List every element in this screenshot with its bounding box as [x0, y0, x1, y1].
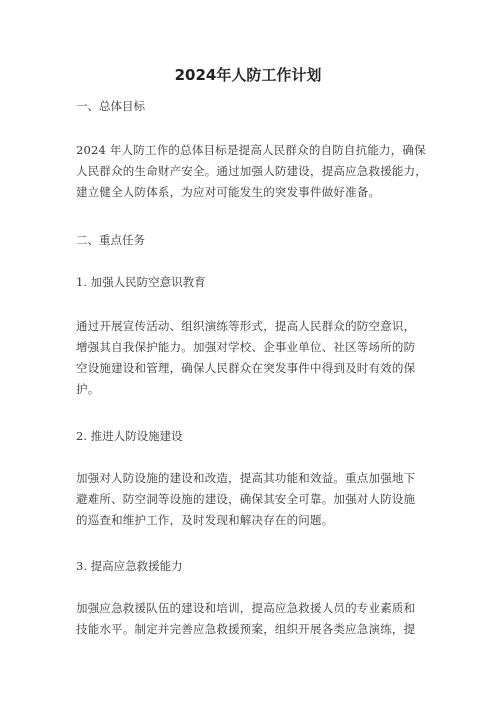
- section-heading-key-tasks: 二、重点任务: [76, 233, 145, 247]
- paragraph-facilities: [76, 468, 436, 531]
- paragraph-awareness: [76, 316, 436, 400]
- paragraph-line: 人民群众的生命财产安全。通过加强人防建设，提高应急救援能力，: [76, 164, 427, 178]
- paragraph-line: 加强应急救援队伍的建设和培训，提高应急救援人员的专业素质和: [76, 601, 416, 615]
- paragraph-line: 空设施建设和管理，确保人民群众在突发事件中得到及时有效的保: [76, 361, 416, 375]
- task-heading-emergency: 3. 提高应急救援能力: [76, 559, 183, 573]
- paragraph-line: 加强对人防设施的建设和改造，提高其功能和效益。重点加强地下: [76, 471, 416, 485]
- task-heading-awareness: 1. 加强人民防空意识教育: [76, 275, 206, 289]
- paragraph-line: 通过开展宣传活动、组织演练等形式，提高人民群众的防空意识，: [76, 319, 416, 333]
- paragraph-line: 增强其自我保护能力。加强对学校、企事业单位、社区等场所的防: [76, 340, 416, 354]
- paragraph-line: 护。: [76, 382, 100, 396]
- paragraph-line: 技能水平。制定并完善应急救援预案，组织开展各类应急演练，提: [76, 622, 416, 636]
- section-heading-overall-goal: 一、总体目标: [76, 99, 145, 113]
- paragraph-line: 建立健全人防体系，为应对可能发生的突发事件做好准备。: [76, 185, 381, 199]
- paragraph-line: 的巡查和维护工作，及时发现和解决存在的问题。: [76, 513, 334, 527]
- task-heading-facilities: 2. 推进人防设施建设: [76, 429, 183, 443]
- paragraph-overall-goal: [76, 140, 436, 203]
- paragraph-emergency: [76, 598, 436, 640]
- paragraph-line: 2024 年人防工作的总体目标是提高人民群众的自防自抗能力，确保: [76, 143, 426, 157]
- paragraph-line: 避难所、防空洞等设施的建设，确保其安全可靠。加强对人防设施: [76, 492, 416, 506]
- document-title: 2024年人防工作计划: [174, 66, 322, 84]
